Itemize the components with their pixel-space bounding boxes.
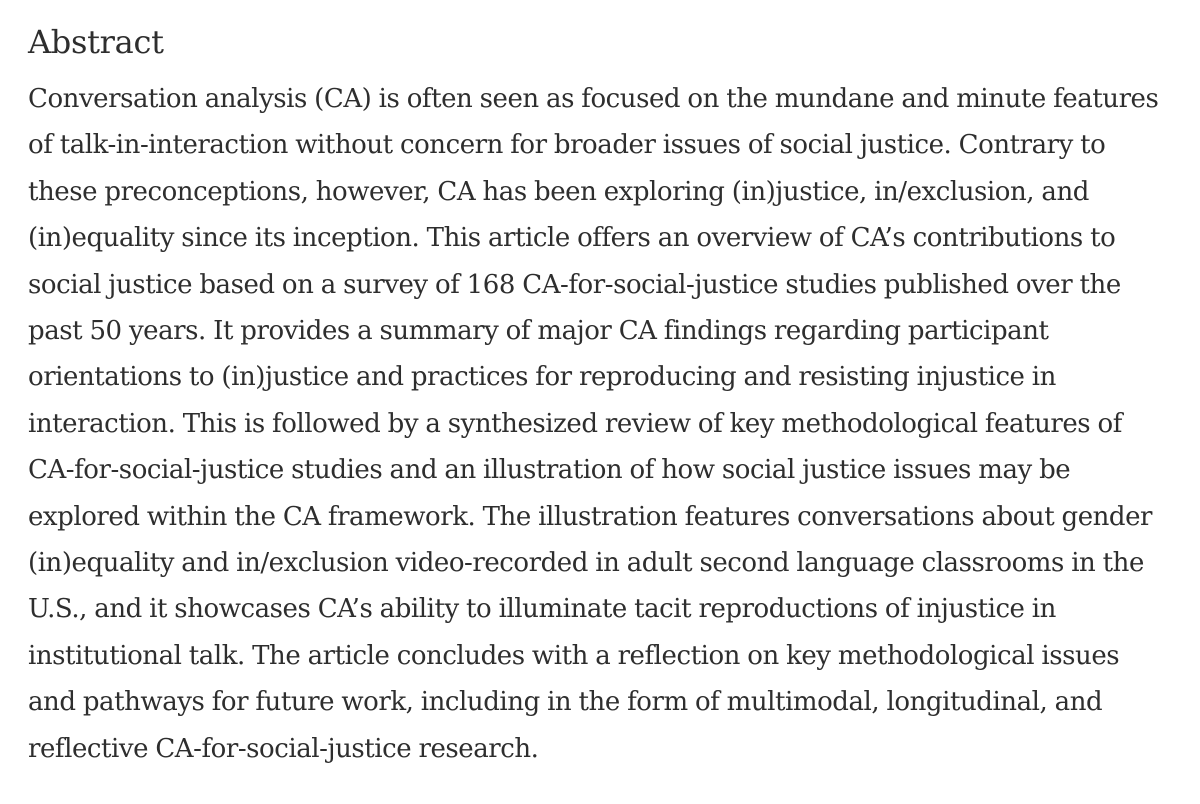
abstract-heading: Abstract xyxy=(28,23,164,61)
abstract-line: orientations to (in)justice and practices for reproducing and resisting injustice in xyxy=(28,362,1056,393)
abstract-line: past 50 years. It provides a summary of major CA findings regarding participant xyxy=(28,316,1049,347)
abstract-line: of talk-in-interaction without concern for broader issues of social justice. Contrary to xyxy=(28,130,1106,161)
abstract-line: and pathways for future work, including in the form of multimodal, longitudinal, and xyxy=(28,687,1103,718)
abstract-line: reflective CA-for-social-justice research. xyxy=(28,733,539,764)
abstract-line: explored within the CA framework. The illustration features conversations about gender xyxy=(28,501,1153,532)
abstract-line: Conversation analysis (CA) is often seen as focused on the mundane and minute features xyxy=(28,84,1159,114)
abstract-line: CA-for-social-justice studies and an illustration of how social justice issues may be xyxy=(28,455,1071,486)
abstract-line: U.S., and it showcases CA’s ability to illuminate tacit reproductions of injustice in xyxy=(28,594,1056,625)
abstract-line: interaction. This is followed by a synthesized review of key methodological features of xyxy=(28,408,1122,439)
abstract-line: social justice based on a survey of 168 CA-for-social-justice studies published over the xyxy=(28,269,1121,300)
abstract-body xyxy=(28,76,1196,772)
abstract-line: institutional talk. The article concludes with a reflection on key methodological issues xyxy=(28,640,1120,671)
abstract-line: these preconceptions, however, CA has been exploring (in)justice, in/exclusion, and xyxy=(28,176,1089,207)
abstract-line: (in)equality since its inception. This article offers an overview of CA’s contributions to xyxy=(28,223,1116,254)
abstract-line: (in)equality and in/exclusion video-recorded in adult second language classrooms in the xyxy=(28,548,1144,579)
abstract-section xyxy=(28,14,1196,772)
